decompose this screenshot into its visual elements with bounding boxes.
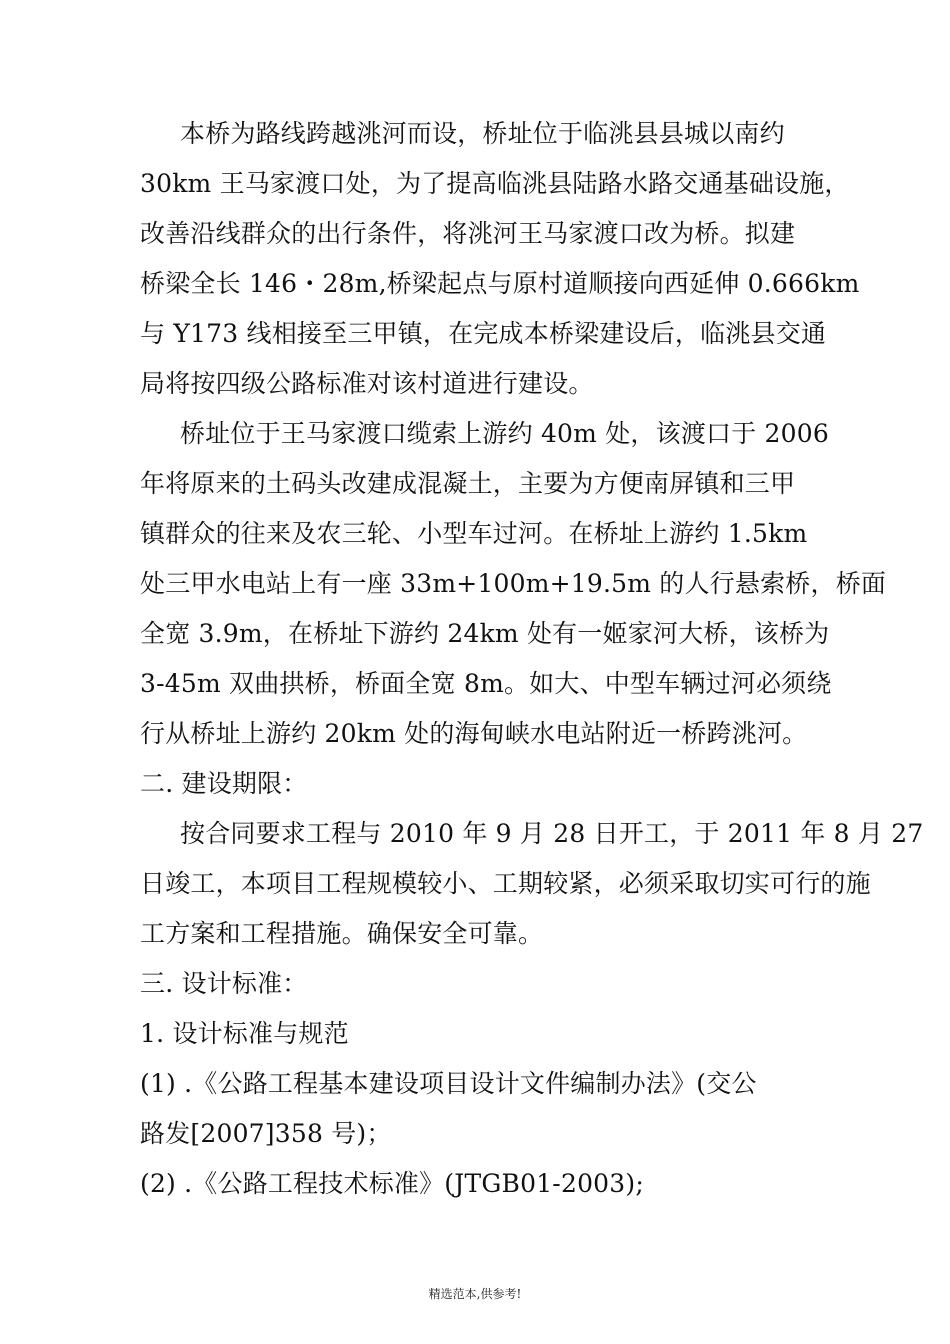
list-item-1-line-1: (1) .《公路工程基本建设项目设计文件编制办法》(交公: [140, 1069, 757, 1098]
paragraph-2-line-4: 处三甲水电站上有一座 33m+100m+19.5m 的人行悬索桥，桥面: [140, 569, 887, 598]
paragraph-3-line-1: 按合同要求工程与 2010 年 9 月 28 日开工，于 2011 年 8 月 27: [180, 819, 924, 848]
paragraph-1-line-1: 本桥为路线跨越洮河而设，桥址位于临洮县县城以南约: [180, 119, 785, 148]
paragraph-3-line-3: 工方案和工程措施。确保安全可靠。: [140, 919, 544, 948]
paragraph-1-line-5: 与 Y173 线相接至三甲镇，在完成本桥梁建设后，临洮县交通: [140, 319, 827, 348]
paragraph-2-line-7: 行从桥址上游约 20km 处的海甸峡水电站附近一桥跨洮河。: [140, 719, 808, 748]
paragraph-1-line-2: 30km 王马家渡口处，为了提高临洮县陆路水路交通基础设施，: [140, 169, 850, 198]
paragraph-1-line-3: 改善沿线群众的出行条件，将洮河王马家渡口改为桥。拟建: [140, 219, 796, 248]
paragraph-2-line-2: 年将原来的土码头改建成混凝土，主要为方便南屏镇和三甲: [140, 469, 796, 498]
paragraph-2-line-6: 3-45m 双曲拱桥，桥面全宽 8m。如大、中型车辆过河必须绕: [140, 669, 832, 698]
paragraph-2-line-3: 镇群众的往来及农三轮、小型车过河。在桥址上游约 1.5km: [140, 519, 808, 548]
paragraph-3-line-2: 日竣工，本项目工程规模较小、工期较紧，必须采取切实可行的施: [140, 869, 871, 898]
section-heading-construction-period: 二. 建设期限：: [140, 769, 308, 798]
page-footer: 精选范本,供参考!: [428, 1287, 522, 1301]
paragraph-2-line-5: 全宽 3.9m，在桥址下游约 24km 处有一姬家河大桥，该桥为: [140, 619, 830, 648]
list-item-1-line-2: 路发[2007]358 号)；: [140, 1119, 392, 1148]
section-heading-design-standard: 三. 设计标准：: [140, 969, 308, 998]
paragraph-2-line-1: 桥址位于王马家渡口缆索上游约 40m 处，该渡口于 2006: [180, 419, 829, 448]
paragraph-1-line-4: 桥梁全长 146・28m,桥梁起点与原村道顺接向西延伸 0.666km: [140, 269, 860, 298]
subheading-standards-and-codes: 1. 设计标准与规范: [140, 1019, 349, 1048]
paragraph-1-line-6: 局将按四级公路标准对该村道进行建设。: [140, 369, 594, 398]
list-item-2: (2) .《公路工程技术标准》(JTGB01-2003);: [140, 1169, 644, 1198]
